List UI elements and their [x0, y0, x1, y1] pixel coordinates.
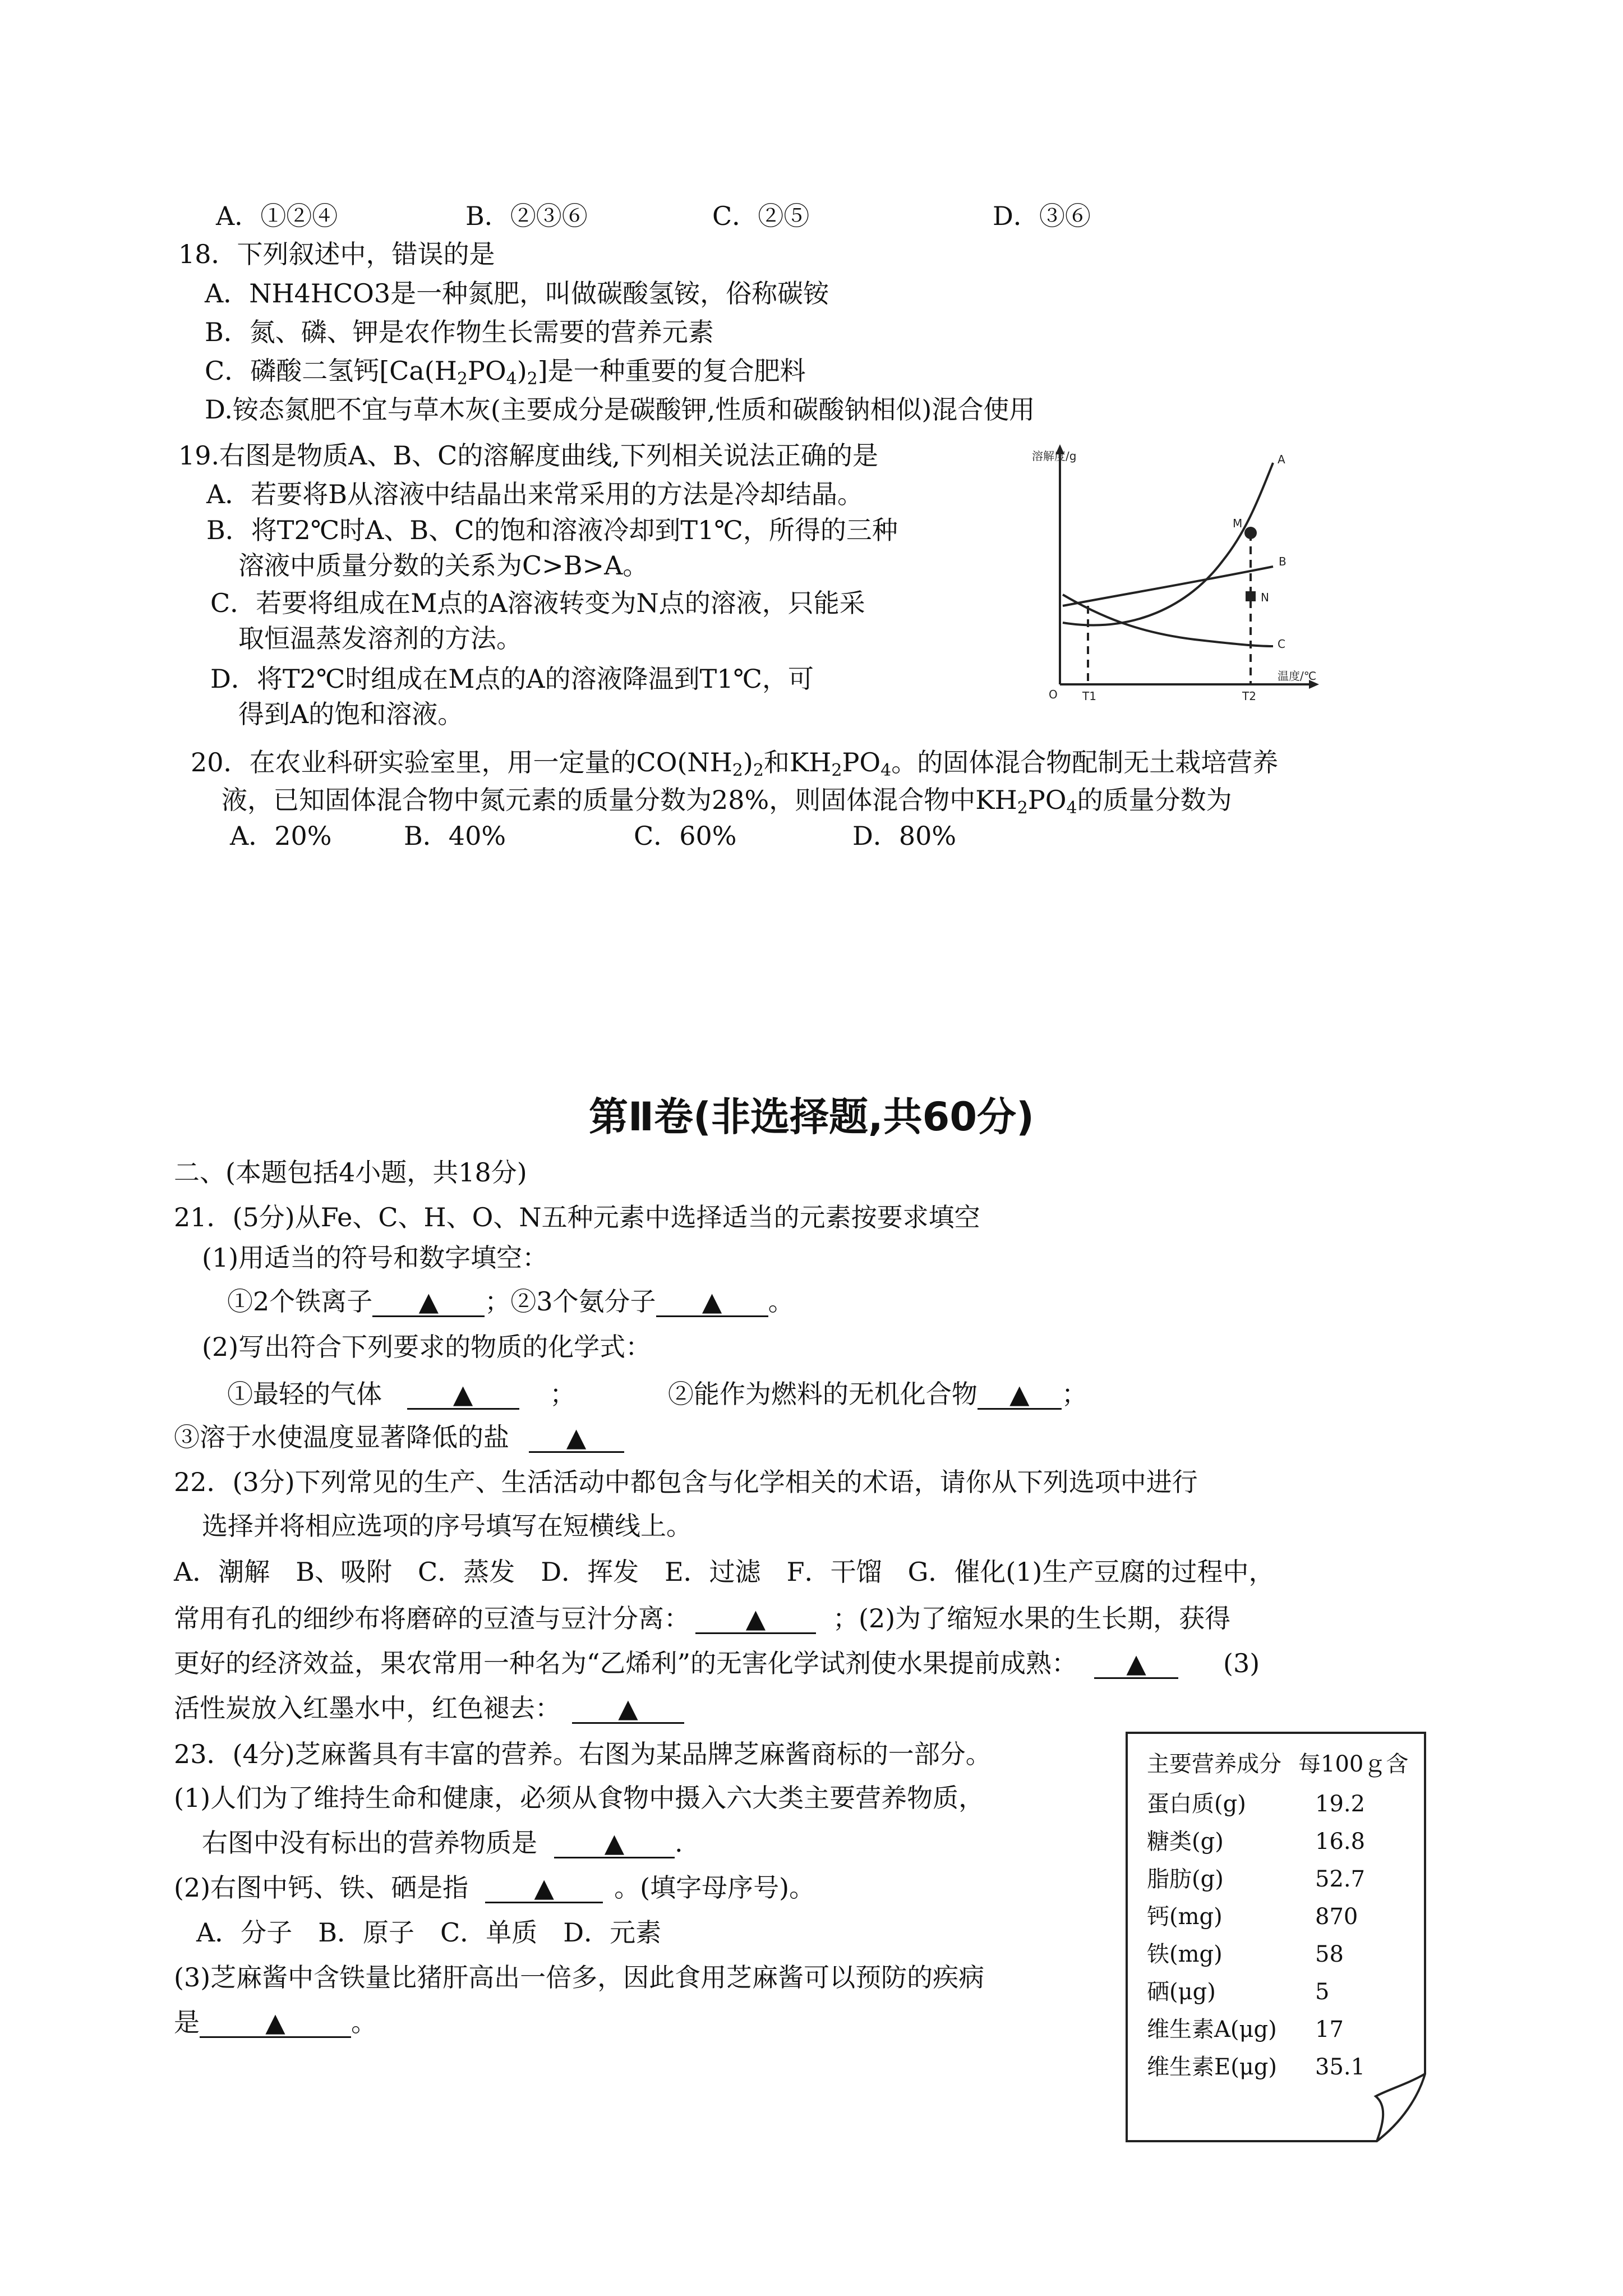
curve-b-label: B — [1279, 555, 1287, 568]
q22-part1: 常用有孔的细纱布将磨碎的豆渣与豆汁分离： ▲ ；(2)为了缩短水果的生长期，获得 — [174, 1603, 1231, 1634]
q19-option-d-cont: 得到A的饱和溶液。 — [238, 699, 464, 729]
point-m — [1244, 527, 1257, 539]
nutrition-row: 糖类(g) 16.8 — [1147, 1829, 1366, 1855]
q17-option-b: B．②③⑥ — [465, 201, 588, 231]
q18-stem: 18．下列叙述中，错误的是 — [178, 239, 495, 269]
q17-option-a: A．①②④ — [216, 201, 338, 231]
q21-part3: ③溶于水使温度显著降低的盐 ▲ — [174, 1420, 624, 1454]
answer-blank[interactable]: ▲ — [529, 1423, 624, 1453]
point-m-label: M — [1233, 517, 1243, 530]
q22-part3: 活性炭放入红墨水中，红色褪去： ▲ — [174, 1691, 684, 1725]
part-2-title: 第Ⅱ卷(非选择题,共60分) — [588, 1094, 1035, 1140]
q23-part2: (2)右图中钙、铁、硒是指 ▲ 。(填字母序号)。 — [174, 1872, 815, 1903]
q18-option-d: D.铵态氮肥不宜与草木灰(主要成分是碳酸钾,性质和碳酸钠相似)混合使用 — [205, 394, 1035, 425]
q20-option-a: A．20% — [230, 821, 332, 851]
point-n — [1246, 591, 1256, 601]
nutrition-row: 维生素A(μg) 17 — [1147, 2017, 1344, 2042]
solubility-curve-graph — [1009, 438, 1324, 718]
nutrition-row: 蛋白质(g) 19.2 — [1147, 1791, 1366, 1817]
q20-option-c: C．60% — [634, 821, 737, 851]
curve-c-label: C — [1278, 637, 1285, 651]
q18-option-a: A．NH4HCO3是一种氮肥，叫做碳酸氢铵，俗称碳铵 — [205, 278, 829, 309]
nutrition-row: 维生素E(μg) 35.1 — [1147, 2054, 1366, 2080]
nutrition-header: 主要营养成分 每100ｇ含 — [1147, 1751, 1409, 1777]
q22-options: A．潮解 B、吸附 C．蒸发 D．挥发 E．过滤 F．干馏 G．催化(1)生产豆腐的过程中， — [174, 1557, 1275, 1587]
q23-part3: (3)芝麻酱中含铁量比猪肝高出一倍多，因此食用芝麻酱可以预防的疾病 — [174, 1962, 985, 1993]
q21-part1: (1)用适当的符号和数字填空： — [202, 1243, 548, 1273]
origin-label: O — [1049, 688, 1058, 701]
answer-blank[interactable]: ▲ — [1094, 1649, 1178, 1679]
q23-part3-cont: 是 ▲ 。 — [174, 2007, 377, 2037]
q19-option-c-cont: 取恒温蒸发溶剂的方法。 — [238, 623, 522, 654]
answer-blank[interactable]: ▲ — [200, 2008, 351, 2038]
q21-part1-items: ①2个铁离子 ▲ ；②3个氨分子 ▲ 。 — [227, 1286, 794, 1317]
nutrition-row: 铁(mg) 58 — [1147, 1941, 1344, 1967]
q20-option-b: B．40% — [404, 821, 506, 851]
answer-blank[interactable]: ▲ — [978, 1380, 1062, 1410]
q23-stem: 23．(4分)芝麻酱具有丰富的营养。右图为某品牌芝麻酱商标的一部分。 — [174, 1739, 992, 1769]
q19-option-b: B．将T2℃时A、B、C的饱和溶液冷却到T1℃，所得的三种 — [206, 515, 898, 545]
q19-option-d: D．将T2℃时组成在M点的A的溶液降温到T1℃，可 — [210, 664, 814, 694]
nutrition-row: 硒(μg) 5 — [1147, 1979, 1330, 2005]
q20-stem: 20．在农业科研实验室里，用一定量的$CO(NH_2)_2$和$KH_2PO_4$。的固体混合物配制无土栽培营养 — [191, 747, 1279, 780]
q18-option-c: C．磷酸二氢钙$[Ca(H_2PO_4)_2]$是一种重要的复合肥料 — [205, 356, 806, 389]
answer-blank[interactable]: ▲ — [656, 1287, 768, 1317]
answer-blank[interactable]: ▲ — [372, 1287, 485, 1317]
q22-stem-cont: 选择并将相应选项的序号填写在短横线上。 — [202, 1511, 692, 1541]
q19-option-b-cont: 溶液中质量分数的关系为C>B>A。 — [238, 550, 649, 581]
section-2-heading: 二、(本题包括4小题，共18分) — [174, 1157, 527, 1188]
q21-part2-items: ①最轻的气体 ▲ ； ②能作为燃料的无机化合物 ▲ ； — [227, 1379, 1087, 1409]
answer-blank[interactable]: ▲ — [695, 1604, 816, 1634]
q20-option-d: D．80% — [852, 821, 957, 851]
answer-blank[interactable]: ▲ — [572, 1694, 684, 1724]
y-axis-label: 溶解度/g — [1032, 449, 1077, 463]
q22-part2: 更好的经济效益，果农常用一种名为“乙烯利”的无害化学试剂使水果提前成熟： ▲ (3) — [174, 1648, 1260, 1678]
nutrition-row: 脂肪(g) 52.7 — [1147, 1866, 1366, 1892]
curve-b — [1063, 567, 1273, 606]
nutrition-row: 钙(mg) 870 — [1147, 1904, 1358, 1930]
t2-label: T2 — [1242, 689, 1256, 703]
q18-option-b: B．氮、磷、钾是农作物生长需要的营养元素 — [205, 317, 714, 347]
q19-option-c: C．若要将组成在M点的A溶液转变为N点的溶液，只能采 — [210, 588, 865, 618]
q20-stem-cont: 液，已知固体混合物中氮元素的质量分数为28%，则固体混合物中$KH_2PO_4$的质量分数为 — [222, 785, 1232, 818]
x-axis-label: 温度/℃ — [1278, 669, 1317, 683]
q21-stem: 21．(5分)从Fe、C、H、O、N五种元素中选择适当的元素按要求填空 — [174, 1202, 980, 1232]
curve-c — [1063, 595, 1273, 646]
q19-stem: 19.右图是物质A、B、C的溶解度曲线,下列相关说法正确的是 — [178, 440, 878, 471]
answer-blank[interactable]: ▲ — [407, 1380, 519, 1410]
q22-stem: 22．(3分)下列常见的生产、生活活动中都包含与化学相关的术语，请你从下列选项中进行 — [174, 1467, 1198, 1497]
q19-option-a: A．若要将B从溶液中结晶出来常采用的方法是冷却结晶。 — [206, 479, 864, 509]
point-n-label: N — [1261, 591, 1269, 604]
t1-label: T1 — [1082, 689, 1096, 703]
curve-a-label: A — [1278, 453, 1285, 466]
answer-blank[interactable]: ▲ — [554, 1829, 675, 1858]
q23-part1-cont: 右图中没有标出的营养物质是 ▲ . — [202, 1828, 683, 1858]
q17-option-c: C．②⑤ — [712, 201, 810, 231]
q23-options: A．分子 B．原子 C．单质 D．元素 — [196, 1917, 662, 1948]
nutrition-label — [1124, 1731, 1427, 2143]
q17-option-d: D．③⑥ — [993, 201, 1091, 231]
q23-part1: (1)人们为了维持生命和健康，必须从食物中摄入六大类主要营养物质， — [174, 1783, 985, 1813]
answer-blank[interactable]: ▲ — [485, 1874, 603, 1903]
q21-part2: (2)写出符合下列要求的物质的化学式： — [202, 1332, 652, 1362]
